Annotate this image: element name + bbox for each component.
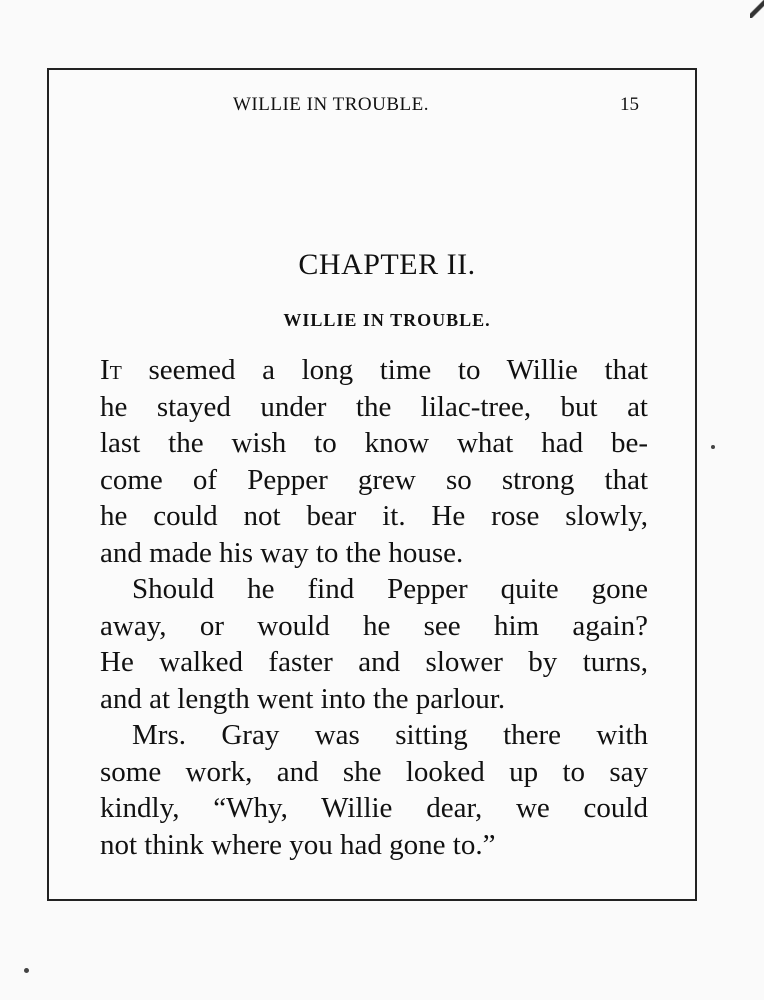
text-line: come of Pepper grew so strong that <box>100 463 648 496</box>
text-line: he could not bear it. He rose slowly, <box>100 500 648 532</box>
text-line: some work, and she looked up to say <box>100 755 648 788</box>
text-line: last the wish to know what had be- <box>100 427 648 459</box>
page-number: 15 <box>620 94 639 115</box>
page-corner-mark <box>750 0 764 18</box>
text-line: Should he find Pepper quite gone <box>132 573 648 605</box>
paper-speck <box>24 968 29 973</box>
text-line: and at length went into the parlour. <box>100 682 506 715</box>
running-header <box>0 94 764 118</box>
paper-speck <box>711 445 715 449</box>
paragraph-3 <box>100 717 648 863</box>
text-line: he stayed under the lilac-tree, but at <box>100 390 648 423</box>
running-title: WILLIE IN TROUBLE. <box>233 94 429 115</box>
text-line: away, or would he see him again? <box>100 609 648 642</box>
text-line: and made his way to the house. <box>100 536 464 569</box>
text-line: kindly, “Why, Willie dear, we could <box>100 792 648 824</box>
dropcap-word: It <box>100 354 122 386</box>
text-line: not think where you had gone to.” <box>100 828 496 861</box>
paragraph-2 <box>100 571 648 717</box>
text-line: It seemed a long time to Willie that <box>100 354 648 386</box>
chapter-subtitle: WILLIE IN TROUBLE. <box>283 310 491 330</box>
paragraph-1 <box>100 352 648 571</box>
text-line: Mrs. Gray was sitting there with <box>132 719 648 751</box>
chapter-title: CHAPTER II. <box>298 248 476 281</box>
body-text <box>100 352 648 863</box>
text-line: He walked faster and slower by turns, <box>100 646 648 678</box>
